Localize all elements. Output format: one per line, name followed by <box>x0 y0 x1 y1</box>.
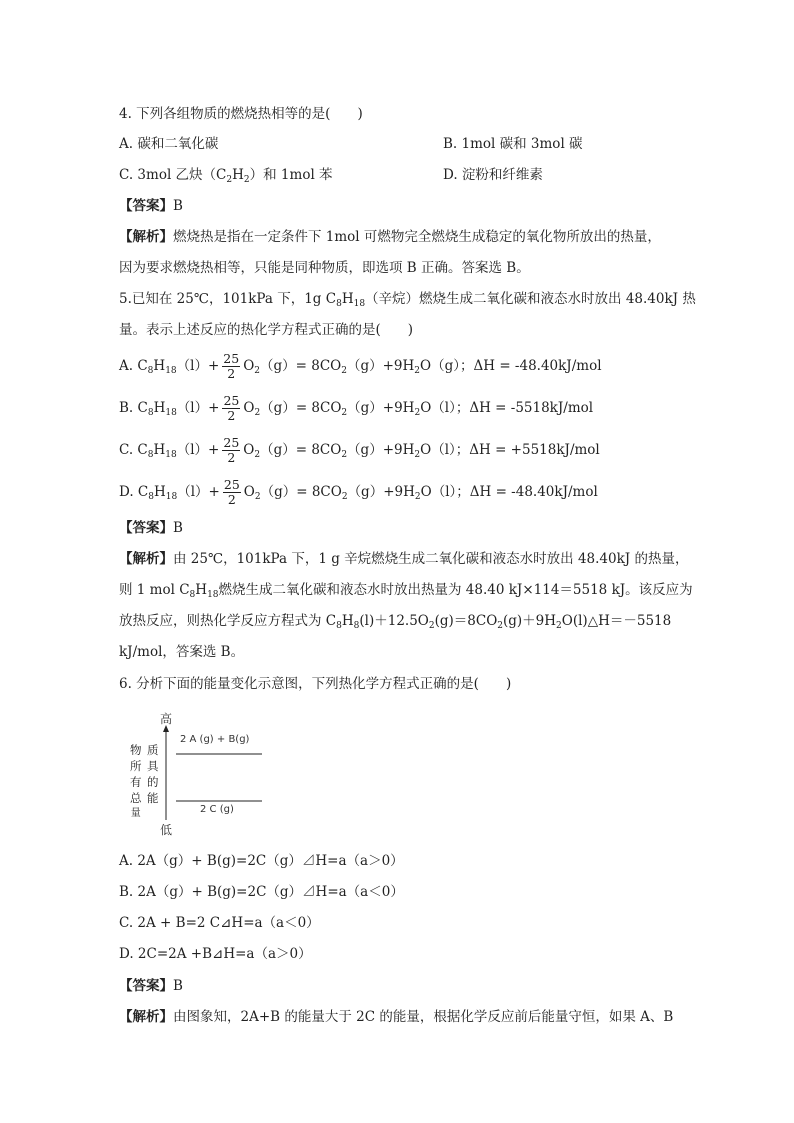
q4-option-d: D. 淀粉和纤维素 <box>443 167 543 183</box>
q5-stem: 5.已知在 25℃，101kPa 下，1g $C_8H_{18}$（辛烷）燃烧生成二氧化碳和液态水时放出 48.40kJ 热 <box>119 291 696 309</box>
q5-analysis-cont-1: 则 1 mol $C_8H_{18}$燃烧生成二氧化碳和液态水时放出热量为 48.40 kJ×114＝5518 kJ。该反应为 <box>119 582 693 600</box>
lower-level-label: 2 C (g) <box>200 804 234 815</box>
fraction: $\frac{25}{2}$ <box>223 477 240 507</box>
q5-analysis-cont-2: 放热反应，则热化学反应方程式为 $C_8H_8(l)+12.5O_2(g)=8CO_2(g)+9H_2O(l)\triangle H=-5518$ <box>119 613 672 631</box>
q5-answer: 【答案】B <box>119 520 183 536</box>
q5-option-c: C. $C_8H_{18}(l)+$ $\frac{25}{2}$ $O_2(g)= 8CO_2(g)+9H_2O(l)$；ΔH = +5518kJ/mol <box>119 435 600 465</box>
q6-option-d: D. 2C=2A +B⊿H=a（a＞0） <box>119 946 312 962</box>
q6-option-a: A. 2A（g）+ B(g)=2C（g）⊿H=a（a＞0） <box>119 853 404 869</box>
q4-answer: 【答案】B <box>119 198 183 214</box>
q6-option-b: B. 2A（g）+ B(g)=2C（g）⊿H=a（a＜0） <box>119 884 404 900</box>
q4-option-c: C. 3mol 乙炔$(C_2H_2)$和 1mol 苯 <box>119 167 333 185</box>
q6-answer: 【答案】B <box>119 978 183 994</box>
upper-level-label: 2 A (g) + B(g) <box>180 734 250 745</box>
q4-option-a: A. 碳和二氧化碳 <box>119 136 219 152</box>
q4-stem: 4. 下列各组物质的燃烧热相等的是( ) <box>119 106 363 122</box>
fraction: $\frac{25}{2}$ <box>223 435 240 465</box>
q6-stem: 6. 分析下面的能量变化示意图，下列热化学方程式正确的是( ) <box>119 676 512 692</box>
q5-option-a: A. $C_8H_{18}(l)+$ $\frac{25}{2}$ $O_2(g)= 8CO_2(g)+9H_2O(g)$；ΔH = -48.40kJ/mol <box>119 351 602 381</box>
q6-option-c: C. 2A + B=2 C⊿H=a（a＜0） <box>119 915 320 931</box>
q4-analysis: 【解析】燃烧热是指在一定条件下 1mol 可燃物完全燃烧生成稳定的氧化物所放出的热量， <box>119 229 661 245</box>
q5-analysis: 【解析】由 25℃，101kPa 下，1 g 辛烷燃烧生成二氧化碳和液态水时放出 48.40kJ 的热量， <box>119 551 689 567</box>
axis-low-label: 低 <box>160 823 173 837</box>
q4-option-b: B. 1mol 碳和 3mol 碳 <box>443 136 583 152</box>
q5-option-b: B. $C_8H_{18}(l)+$ $\frac{25}{2}$ $O_2(g)= 8CO_2(g)+9H_2O(l)$；ΔH = -5518kJ/mol <box>119 393 594 423</box>
q6-analysis: 【解析】由图象知，2A+B 的能量大于 2C 的能量，根据化学反应前后能量守恒，如果 A、B <box>119 1009 674 1025</box>
q4-analysis-cont: 因为要求燃烧热相等，只能是同种物质，即选项 B 正确。答案选 B。 <box>119 260 530 276</box>
axis-high-label: 高 <box>160 712 173 726</box>
y-axis-label-col2: 质 具 的 能 <box>147 743 159 805</box>
y-axis-label-col1: 物 所 有 总 量 <box>130 743 142 819</box>
q5-analysis-cont-3: kJ/mol，答案选 B。 <box>119 644 245 660</box>
q5-stem-cont: 量。表示上述反应的热化学方程式正确的是( ) <box>119 322 414 338</box>
q5-option-d: D. $C_8H_{18}(l)+$ $\frac{25}{2}$ $O_2(g)= 8CO_2(g)+9H_2O(l)$；ΔH = -48.40kJ/mol <box>119 477 598 507</box>
energy-diagram <box>128 710 278 838</box>
fraction: $\frac{25}{2}$ <box>223 393 240 423</box>
fraction: $\frac{25}{2}$ <box>223 351 240 381</box>
